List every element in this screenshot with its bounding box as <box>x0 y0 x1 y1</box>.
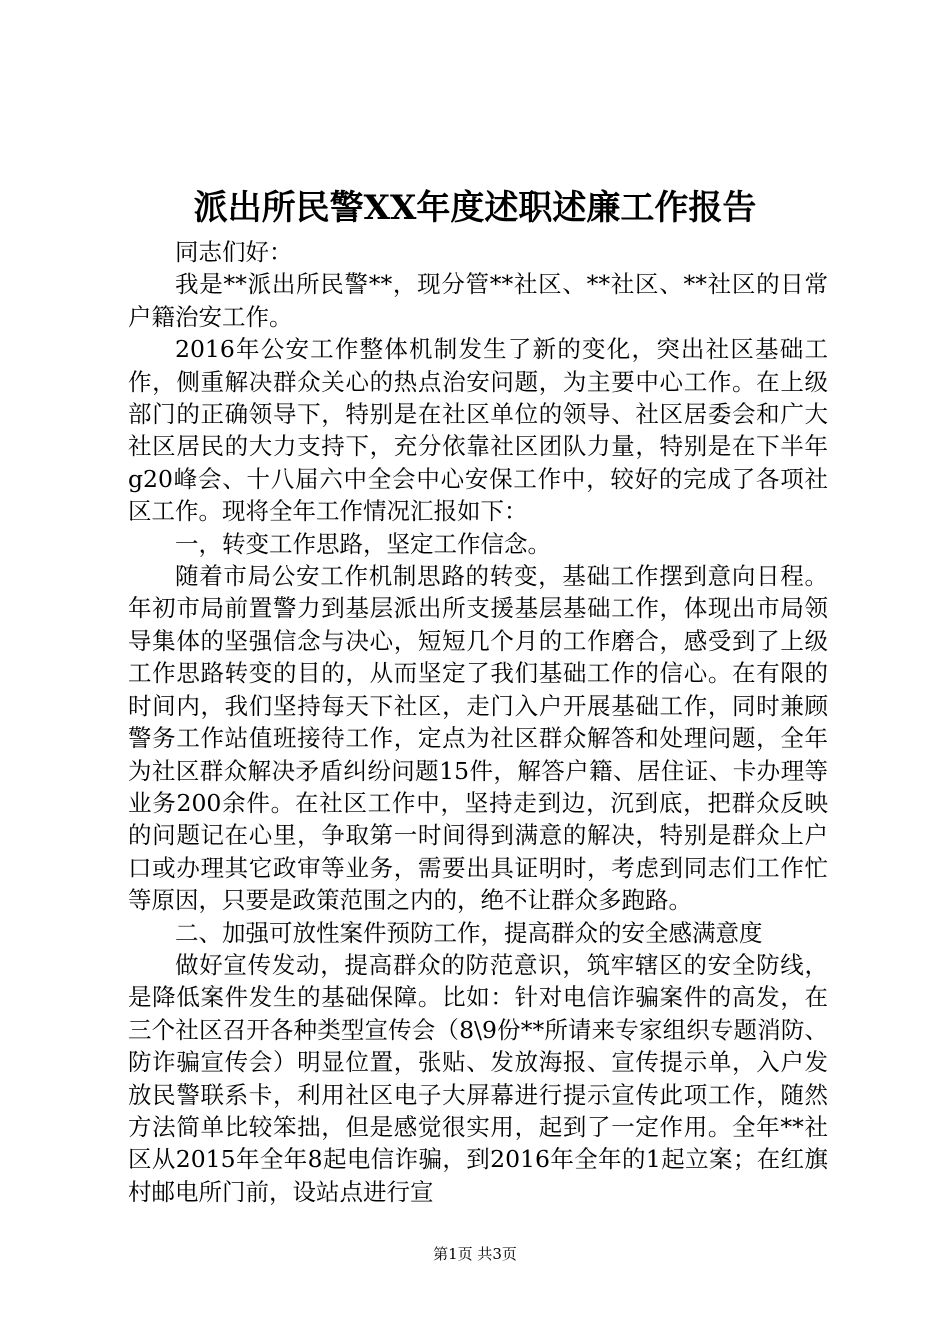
document-title: 派出所民警XX年度述职述廉工作报告 <box>193 188 757 228</box>
page-footer: 第1页 共3页 <box>433 1245 517 1263</box>
section-heading-one: 一，转变工作思路，坚定工作信念。 <box>175 529 551 558</box>
paragraph-section-one: 随着市局公安工作机制思路的转变，基础工作摆到意向日程。年初市局前置警力到基层派出所支援基层基础工作，体现出市局领导集体的坚强信念与决心，短短几个月的工作磨合，感受到了上级工作思路转变的目的，从而坚定了我们基础工作的信心。在有限的时间内，我们坚持每天下社区，走门入户开展基础工作，同时兼顾警务工作站值班接待工作，定点为社区群众解答和处理问题，全年为社区群众解决矛盾纠纷问题15件，解答户籍、居住证、卡办理等业务200余件。在社区工作中，坚持走到边，沉到底，把群众反映的问题记在心里，争取第一时间得到满意的解决，特别是群众上户口或办理其它政审等业务，需要出具证明时，考虑到同志们工作忙等原因，只要是政策范围之内的，绝不让群众多跑路。 <box>128 562 828 915</box>
paragraph-overview: 2016年公安工作整体机制发生了新的变化，突出社区基础工作，侧重解决群众关心的热点治安问题，为主要中心工作。在上级部门的正确领导下，特别是在社区单位的领导、社区居委会和广大社区居民的大力支持下，充分依靠社区团队力量，特别是在下半年g20峰会、十八届六中全会中心安保工作中，较好的完成了各项社区工作。现将全年工作情况汇报如下： <box>128 335 828 526</box>
section-heading-two: 二、加强可放性案件预防工作，提高群众的安全感满意度 <box>175 918 763 947</box>
paragraph-intro: 我是**派出所民警**，现分管**社区、**社区、**社区的日常户籍治安工作。 <box>128 270 828 331</box>
paragraph-greeting: 同志们好： <box>175 238 293 266</box>
document-body <box>128 236 828 1208</box>
paragraph-section-two: 做好宣传发动，提高群众的防范意识，筑牢辖区的安全防线，是降低案件发生的基础保障。比如：针对电信诈骗案件的高发，在三个社区召开各种类型宣传会（8\9份**所请来专家组织专题消防、防诈骗宣传会）明显位置，张贴、发放海报、宣传提示单，入户发放民警联系卡，利用社区电子大屏幕进行提示宣传此项工作，随然方法简单比较笨拙，但是感觉很实用，起到了一定作用。全年**社区从2015年全年8起电信诈骗，到2016年全年的1起立案；在红旗村邮电所门前，设站点进行宣 <box>128 950 828 1206</box>
